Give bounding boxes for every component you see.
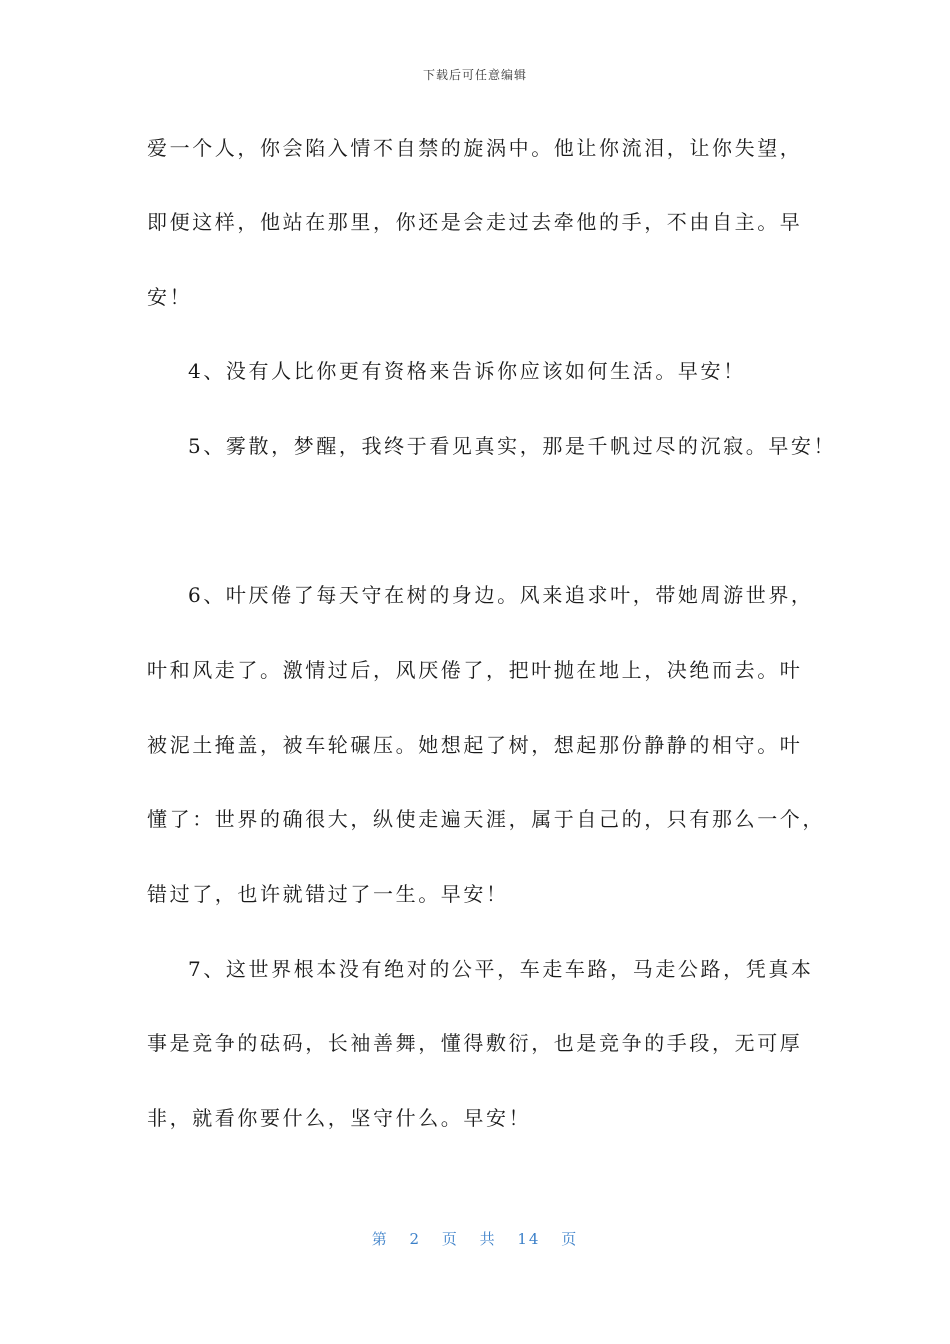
paragraph-line: 安！ <box>147 285 193 309</box>
paragraph-line: 事是竞争的砝码，长袖善舞，懂得敷衍，也是竞争的手段，无可厚 <box>147 1031 803 1055</box>
page-number-footer: 第 2 页 共 14 页 <box>371 1230 579 1248</box>
paragraph-line: 爱一个人，你会陷入情不自禁的旋涡中。他让你流泪，让你失望， <box>147 136 803 160</box>
paragraph-line: 叶和风走了。激情过后，风厌倦了，把叶抛在地上，决绝而去。叶 <box>147 658 803 682</box>
paragraph-line: 非，就看你要什么，坚守什么。早安！ <box>147 1106 532 1130</box>
paragraph-line: 6、叶厌倦了每天守在树的身边。风来追求叶，带她周游世界， <box>188 583 814 607</box>
paragraph-line: 4、没有人比你更有资格来告诉你应该如何生活。早安！ <box>188 359 746 383</box>
paragraph-line: 被泥土掩盖，被车轮碾压。她想起了树，想起那份静静的相守。叶 <box>147 733 803 757</box>
paragraph-line: 即便这样，他站在那里，你还是会走过去牵他的手，不由自主。早 <box>147 210 803 234</box>
paragraph-line: 懂了：世界的确很大，纵使走遍天涯，属于自己的，只有那么一个， <box>147 807 825 831</box>
page-header-note: 下载后可任意编辑 <box>422 68 527 82</box>
paragraph-line: 5、雾散，梦醒，我终于看见真实，那是千帆过尽的沉寂。早安！ <box>188 434 837 458</box>
paragraph-line: 7、这世界根本没有绝对的公平，车走车路，马走公路，凭真本 <box>188 957 814 981</box>
paragraph-line: 错过了，也许就错过了一生。早安！ <box>147 882 509 906</box>
